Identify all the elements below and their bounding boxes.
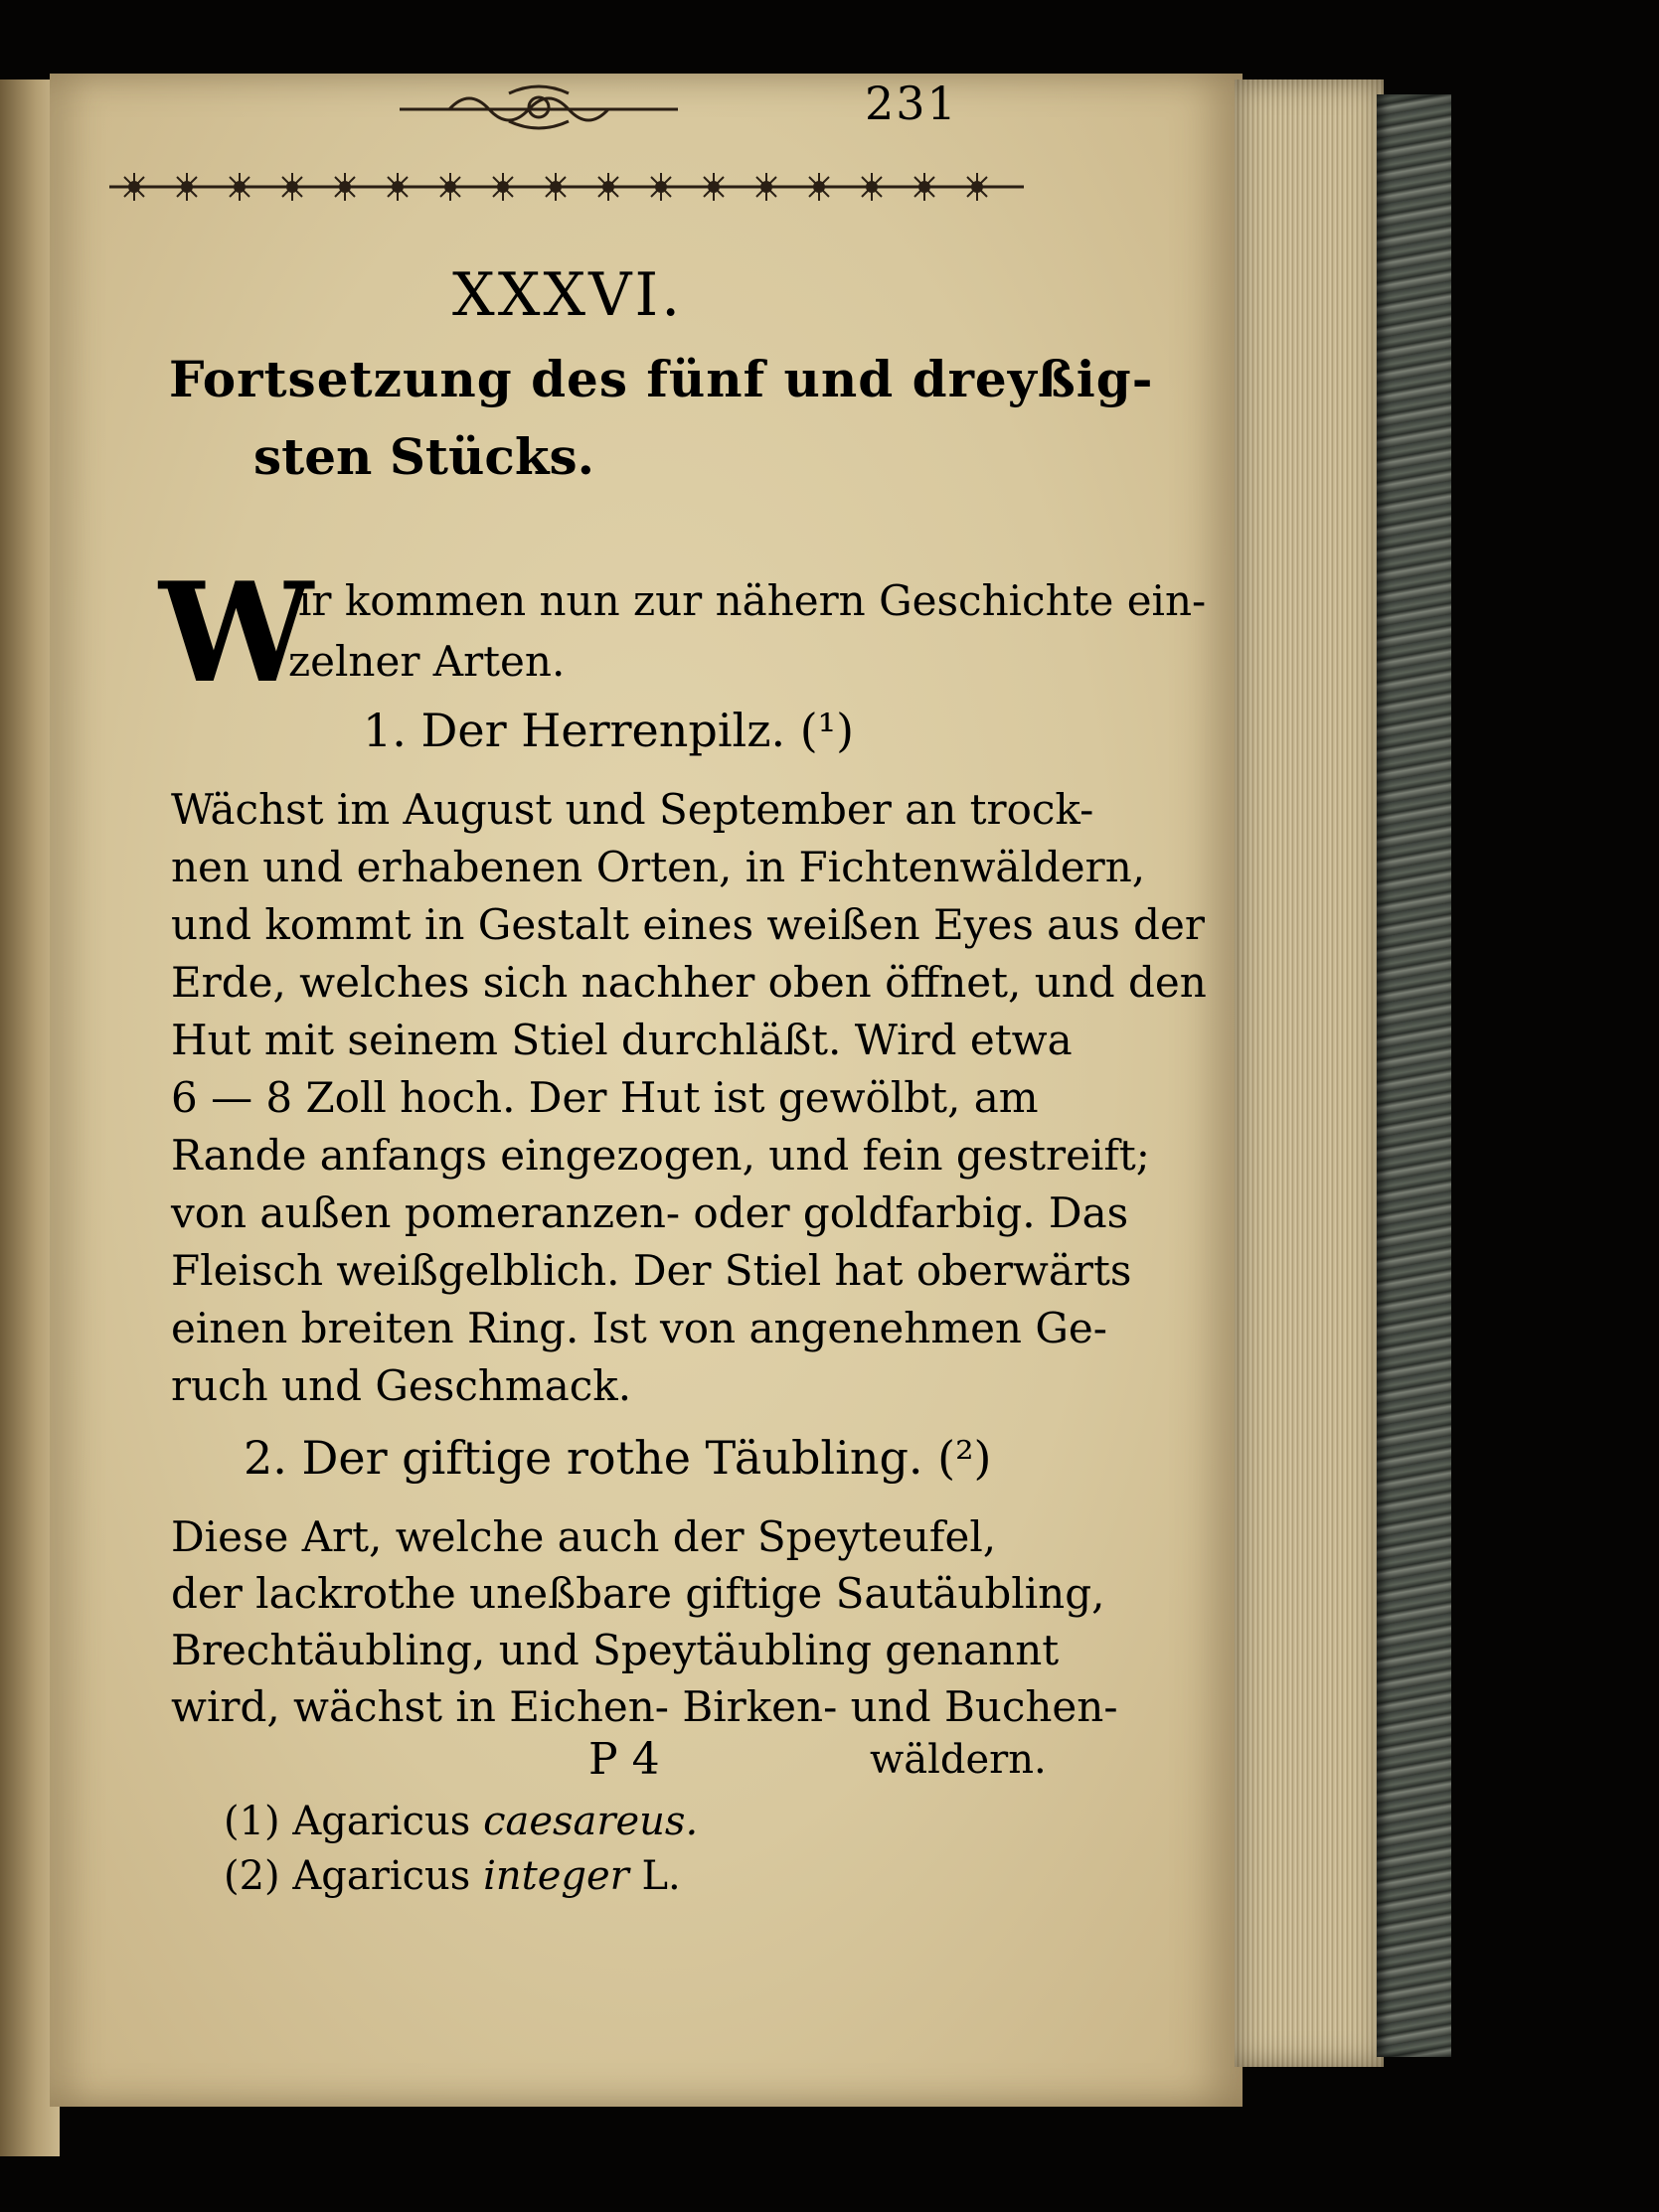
body-line: Diese Art, welche auch der Speyteufel,	[171, 1512, 997, 1561]
chapter-heading-line-1: Fortsetzung des fünf und dreyßig-	[169, 350, 1154, 408]
body-line: Hut mit seinem Stiel durchläßt. Wird etwa	[171, 1016, 1073, 1064]
intro-line-1: ir kommen nun zur nähern Geschichte ein-	[298, 576, 1207, 625]
body-line: nen und erhabenen Orten, in Fichtenwäldern,	[171, 843, 1146, 891]
footnote-species: caesareus.	[483, 1799, 699, 1844]
page-block-edges	[1235, 79, 1384, 2067]
footnote-number: (1)	[224, 1799, 280, 1844]
ornament-rule	[109, 167, 1024, 207]
body-line: Brechtäubling, und Speytäubling genannt	[171, 1626, 1060, 1674]
body-line: Erde, welches sich nachher oben öffnet, und den	[171, 958, 1207, 1007]
body-line: Rande anfangs eingezogen, und fein gestreift;	[171, 1131, 1150, 1180]
body-line: von außen pomeranzen- oder goldfarbig. Das	[171, 1188, 1129, 1237]
section-heading-1: 1. Der Herrenpilz. (¹)	[363, 704, 855, 757]
marbled-cover	[1377, 94, 1451, 2057]
body-line: einen breiten Ring. Ist von angenehmen Ge-	[171, 1304, 1107, 1352]
ornament-vignette	[390, 79, 688, 135]
chapter-number: XXXVI.	[452, 260, 684, 330]
footnote-author: L.	[628, 1853, 681, 1899]
footnote-text: Agaricus	[292, 1799, 484, 1844]
drop-cap: W	[159, 552, 313, 713]
footnote-1	[224, 1799, 698, 1844]
page-number: 231	[865, 77, 958, 130]
body-line: der lackrothe uneßbare giftige Sautäubling,	[171, 1569, 1105, 1618]
footnote-species: integer	[483, 1853, 629, 1899]
section-heading-2: 2. Der giftige rothe Täubling. (²)	[244, 1431, 992, 1485]
body-line: ruch und Geschmack.	[171, 1361, 632, 1410]
body-line: 6 — 8 Zoll hoch. Der Hut ist gewölbt, am	[171, 1073, 1039, 1122]
body-line: und kommt in Gestalt eines weißen Eyes aus der	[171, 900, 1205, 949]
body-line: Wächst im August und September an trock-	[171, 785, 1094, 834]
intro-line-2: zelner Arten.	[288, 637, 566, 686]
body-line: Fleisch weißgelblich. Der Stiel hat oberwärts	[171, 1246, 1132, 1295]
footnote-text: Agaricus	[292, 1853, 484, 1899]
signature-mark: P 4	[588, 1734, 660, 1785]
footnote-2	[224, 1853, 681, 1899]
body-line: wird, wächst in Eichen- Birken- und Buchen-	[171, 1682, 1118, 1731]
footnote-number: (2)	[224, 1853, 280, 1899]
catchword: wäldern.	[870, 1737, 1047, 1783]
chapter-heading-line-2: sten Stücks.	[253, 427, 595, 486]
